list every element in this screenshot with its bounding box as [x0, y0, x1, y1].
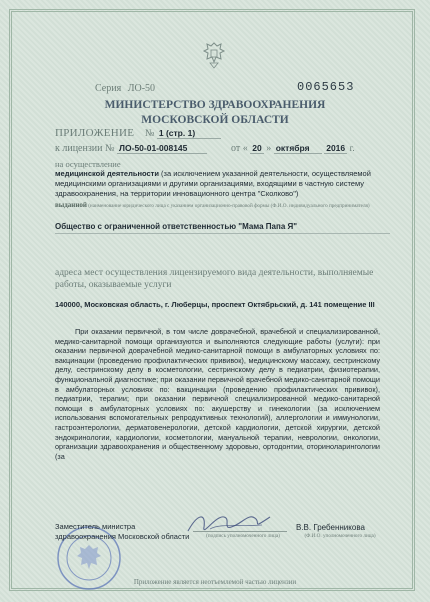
issued-label: выданной [55, 201, 87, 209]
appendix-row [55, 127, 221, 139]
activity-details: (за исключением указанной деятельности, осуществляемой медицинскими организациями и другими организациями, входящими в частную систему здравоохранения, на территории инновационного центра "Сколково") [55, 169, 371, 198]
appendix-label: ПРИЛОЖЕНИЕ [55, 127, 135, 139]
activity-intro: на осуществление [55, 159, 121, 169]
signer-name-caption: (Ф.И.О. уполномоченного лица) [304, 533, 376, 539]
serial [95, 83, 155, 94]
issued-caption: (наименование юридического лица с указанием организационно-правовой формы (Ф.И.О. индивидуального предпринимателя) [88, 203, 370, 209]
activity-bold: медицинской деятельности [55, 169, 159, 178]
ministry-title-line2: МОСКОВСКОЙ ОБЛАСТИ [141, 114, 289, 126]
address-title: адреса мест осуществления лицензируемого вида деятельности, выполняемые работы, оказываемые услуги [55, 268, 374, 290]
signer-title [55, 522, 189, 541]
organization-underline [55, 233, 390, 234]
signer-title-line1: Заместитель министра [55, 522, 136, 531]
serial-value: ЛО-50 [127, 83, 156, 94]
footer-note: Приложение является неотъемлемой частью лицензии [133, 578, 297, 586]
license-month: октября [274, 143, 322, 154]
signature-caption: (подпись уполномоченного лица) [206, 533, 280, 539]
serial-label: Серия [95, 83, 122, 94]
license-from: от « [231, 143, 248, 154]
license-year: 2016 [326, 143, 346, 153]
signature-line [193, 531, 287, 532]
license-row [55, 143, 385, 154]
issued-caption-block [55, 202, 385, 209]
license-day-close: » [266, 143, 272, 154]
license-day: 20 [252, 143, 262, 153]
appendix-value: 1 (стр. 1) [157, 128, 221, 139]
document-number: 0065653 [297, 80, 355, 94]
license-number: ЛО-50-01-008145 [117, 143, 207, 154]
appendix-num-sign: № [144, 128, 155, 139]
organization-name: Общество с ограниченной ответственностью "Мама Папа Я" [55, 222, 298, 231]
license-date [231, 143, 355, 154]
activity-text [55, 169, 390, 199]
ministry-title [40, 98, 390, 128]
license-prefix: к лицензии № [55, 143, 115, 154]
signer-title-line2: здравоохранения Московской области [55, 531, 190, 541]
services-text: При оказании первичной, в том числе доврачебной, врачебной и специализированной, медико-санитарной помощи организуются и выполняются следующие работы (услуги): при оказании первичной доврачебной медико-санитарной помощи в амбулаторных условиях по: вакцинации (проведению профилактических прививок), медицинскому массажу, сестринскому делу, сестринскому делу в косметологии, сестринскому делу в педиатрии, физиотерапии, функциональной диагностике; при оказании первичной врачебной медико-санитарной помощи в амбулаторных условиях по: вакцинации (проведению профилактических прививок), педиатрии, терапии; при оказании первичной специализированной медико-санитарной помощи в амбулаторных условиях по: акушерству и гинекологии (за исключением использования вспомогательных репродуктивных технологий), аллергологии и иммунологии, гастроэнтерологии, дерматовенерологии, детской кардиологии, детской хирургии, детской эндокринологии, кардиологии, косметологии, мануальной терапии, неврологии, онкологии, организации здравоохранения и общественному здоровью, ортодонтии, оториноларингологии (за [55, 327, 380, 461]
signer-name: В.В. Гребенникова [296, 523, 365, 532]
license-year-suffix: г. [349, 143, 355, 153]
address-value: 140000, Московская область, г. Люберцы, проспект Октябрьский, д. 141 помещение III [55, 300, 375, 309]
ministry-title-line1: МИНИСТЕРСТВО ЗДРАВООХРАНЕНИЯ [104, 99, 326, 111]
coat-of-arms-icon [201, 40, 227, 70]
